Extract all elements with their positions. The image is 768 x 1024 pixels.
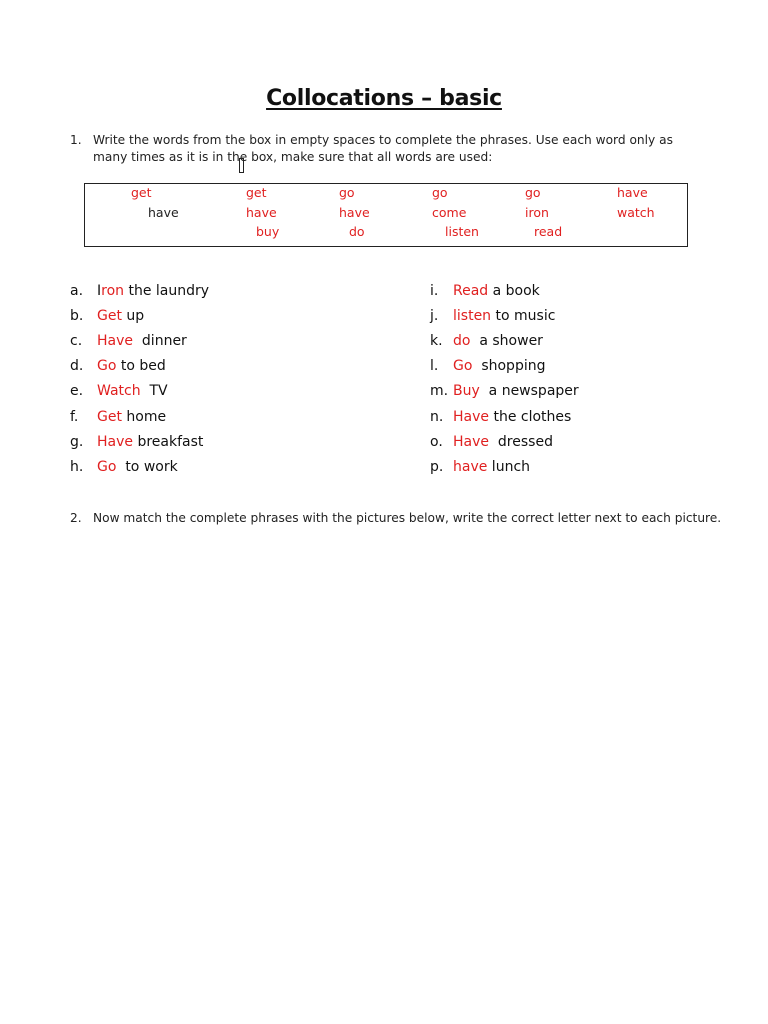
word-box-word: have	[617, 185, 648, 200]
phrase-rest: home	[121, 409, 167, 425]
phrase-rest: a newspaper	[479, 383, 579, 399]
exercise-phrase	[453, 307, 555, 325]
word-box-word: iron	[525, 205, 549, 220]
phrase-rest: breakfast	[133, 434, 204, 450]
exercise-phrase	[453, 458, 530, 476]
answer-word: Buy	[453, 383, 480, 399]
exercise-letter: j.	[430, 308, 439, 324]
exercise-letter: i.	[430, 283, 439, 299]
instruction-number: 1.	[70, 133, 82, 147]
answer-word: Have	[453, 409, 490, 425]
exercise-letter: h.	[70, 459, 84, 475]
word-box-word: watch	[617, 205, 655, 220]
exercise-phrase	[97, 408, 166, 426]
word-box-word: go	[339, 185, 355, 200]
exercise-phrase	[97, 382, 168, 400]
word-box-word: get	[246, 185, 267, 200]
word-box-word: have	[148, 205, 179, 220]
answer-word: Watch	[97, 383, 141, 399]
answer-word: Read	[453, 283, 489, 299]
phrase-rest: to bed	[116, 358, 166, 374]
exercise-phrase	[453, 408, 571, 426]
exercise-letter: f.	[70, 409, 79, 425]
word-box-word: listen	[445, 224, 479, 239]
exercise-letter: d.	[70, 358, 84, 374]
answer-word: ron	[101, 283, 125, 299]
exercise-letter: o.	[430, 434, 443, 450]
instruction-text: Now match the complete phrases with the pictures below, write the correct letter next to each picture.	[93, 511, 722, 525]
exercise-letter: n.	[430, 409, 444, 425]
exercise-phrase	[453, 357, 545, 375]
exercise-phrase	[97, 282, 209, 300]
word-box-word: come	[432, 205, 467, 220]
exercise-letter: b.	[70, 308, 84, 324]
exercise-letter: l.	[430, 358, 439, 374]
exercise-phrase	[453, 332, 543, 350]
phrase-rest: to work	[116, 459, 178, 475]
answer-word: Have	[453, 434, 490, 450]
word-box-word: read	[534, 224, 563, 239]
word-box-word: have	[339, 205, 370, 220]
exercise-letter: c.	[70, 333, 83, 349]
phrase-rest: TV	[140, 383, 168, 399]
answer-word: Go	[97, 358, 117, 374]
answer-word: Go	[97, 459, 117, 475]
word-box-word: buy	[256, 224, 280, 239]
exercise-letter: e.	[70, 383, 84, 399]
word-box	[84, 183, 688, 247]
phrase-rest: dinner	[133, 333, 187, 349]
exercise-phrase	[97, 307, 144, 325]
exercise-phrase	[97, 458, 178, 476]
exercise-phrase	[97, 433, 203, 451]
phrase-rest: up	[121, 308, 145, 324]
phrase-rest: to music	[491, 308, 556, 324]
exercise-phrase	[97, 332, 187, 350]
word-box-word: get	[131, 185, 152, 200]
word-box-word: have	[246, 205, 277, 220]
answer-word: have	[453, 459, 488, 475]
phrase-rest: dressed	[489, 434, 553, 450]
word-box-word: go	[432, 185, 448, 200]
exercise-letter: k.	[430, 333, 443, 349]
exercise-phrase	[97, 357, 166, 375]
instruction-number: 2.	[70, 511, 82, 525]
answer-word: Get	[97, 308, 122, 324]
text-cursor-icon	[239, 158, 244, 173]
phrase-rest: shopping	[472, 358, 546, 374]
exercise-phrase	[453, 382, 579, 400]
word-box-word: do	[349, 224, 365, 239]
answer-word: Go	[453, 358, 473, 374]
exercise-letter: a.	[70, 283, 84, 299]
phrase-rest: the clothes	[489, 409, 572, 425]
answer-word: listen	[453, 308, 492, 324]
answer-word: do	[453, 333, 471, 349]
exercise-phrase	[453, 433, 553, 451]
phrase-rest: lunch	[487, 459, 531, 475]
page-title: Collocations – basic	[266, 86, 502, 111]
instruction-text: Write the words from the box in empty spaces to complete the phrases. Use each word only as many times as it is in the box, make sure that all words are used:	[93, 133, 673, 164]
phrase-rest: the laundry	[124, 283, 210, 299]
phrase-rest: a book	[488, 283, 540, 299]
answer-word: Have	[97, 333, 134, 349]
answer-word: Have	[97, 434, 134, 450]
exercise-letter: p.	[430, 459, 444, 475]
exercise-letter: g.	[70, 434, 84, 450]
phrase-prefix: I	[97, 283, 102, 299]
phrase-rest: a shower	[470, 333, 543, 349]
word-box-word: go	[525, 185, 541, 200]
answer-word: Get	[97, 409, 122, 425]
exercise-phrase	[453, 282, 540, 300]
exercise-letter: m.	[430, 383, 449, 399]
